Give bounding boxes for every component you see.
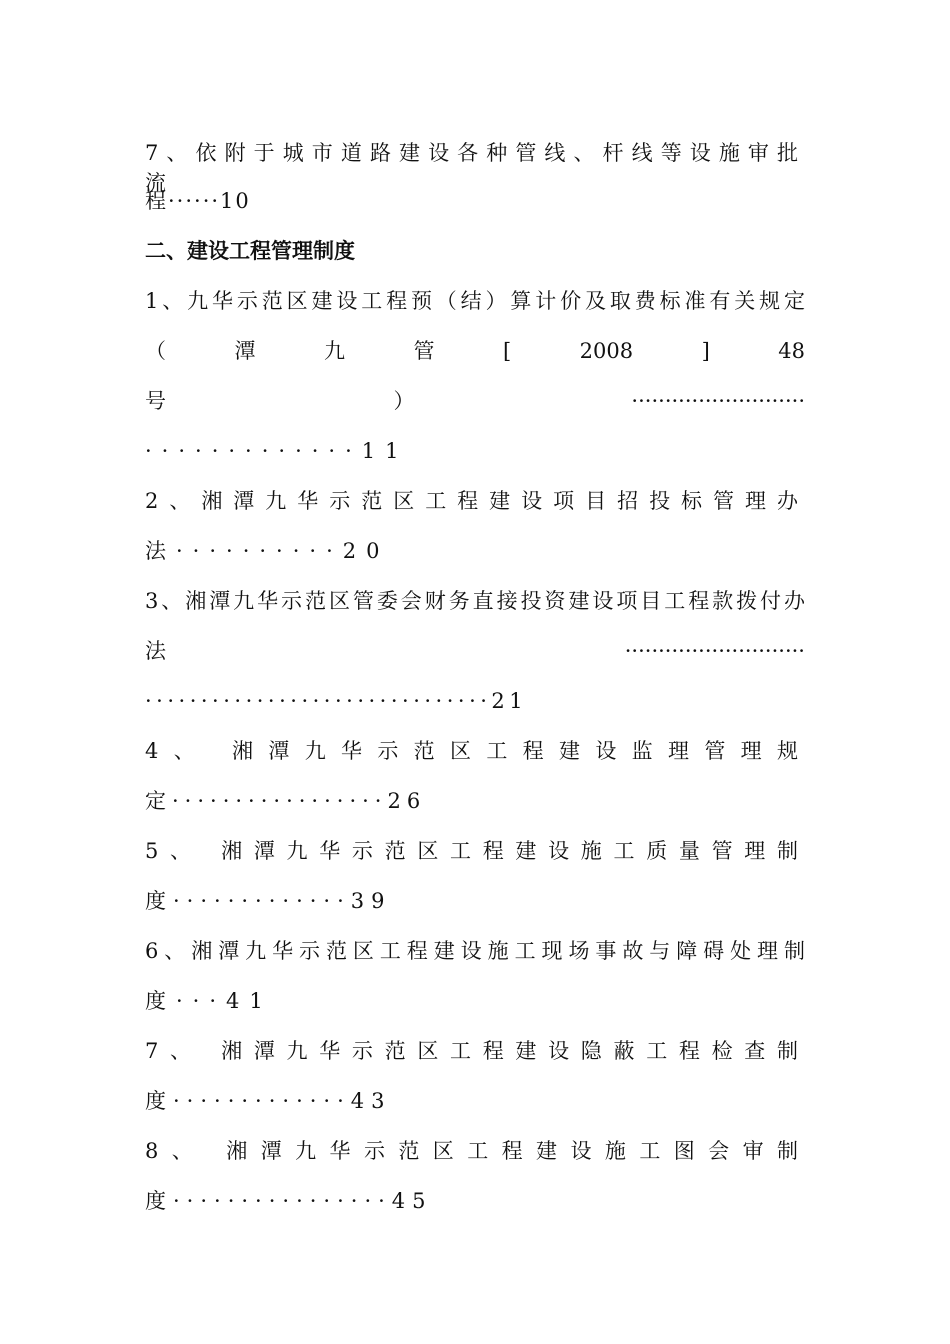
doc-number-part: 2008 [579,339,634,363]
toc-entry-8-line1: 8、 湘潭九华示范区工程建设施工图会审制 [145,1139,805,1163]
toc-entry-7-line2: 程······10 [145,189,251,213]
toc-entry-3-line3: ·······························21 [145,689,528,713]
section-heading: 二、建设工程管理制度 [145,239,355,263]
doc-number-part: [ [502,339,512,363]
toc-entry-7-line1: 7、依附于城市道路建设各种管线、杆线等设施审批流 [145,141,805,195]
doc-number-part: （ [145,339,166,363]
toc-entry-5-line1: 5、 湘潭九华示范区工程建设施工质量管理制 [145,839,805,863]
toc-entry-1-line3: 号）·························· [145,389,805,413]
toc-entry-7b-line2: 度·············43 [145,1089,392,1113]
toc-entry-4-line2: 定·················26 [145,789,427,813]
doc-number-part: 九 [323,339,345,363]
toc-entry-1-line4: ·············11 [145,439,409,463]
doc-number-part: 管 [413,339,435,363]
toc-entry-3-line1: 3、湘潭九华示范区管委会财务直接投资建设项目工程款拨付办 [145,589,805,613]
toc-entry-5-line2: 度·············39 [145,889,392,913]
toc-entry-6-line2: 度···41 [145,989,273,1013]
toc-entry-2-line2: 法··········20 [145,539,390,563]
doc-number-part: ] [701,339,710,363]
toc-entry-8-line2: 度················45 [145,1189,433,1213]
toc-entry-1-line2 [145,336,805,366]
doc-number-part: 潭 [234,339,256,363]
toc-entry-7b-line1: 7、 湘潭九华示范区工程建设隐蔽工程检查制 [145,1039,805,1063]
toc-entry-1-line1: 1、九华示范区建设工程预（结）算计价及取费标准有关规定 [145,289,805,313]
doc-number-part: 48 [778,339,805,363]
toc-entry-2-line1: 2、湘潭九华示范区工程建设项目招投标管理办 [145,489,805,513]
toc-entry-4-line1: 4、 湘潭九华示范区工程建设监理管理规 [145,739,805,763]
toc-entry-6-line1: 6、湘潭九华示范区工程建设施工现场事故与障碍处理制 [145,939,805,963]
toc-entry-3-line2: 法 ··························· [145,639,805,663]
